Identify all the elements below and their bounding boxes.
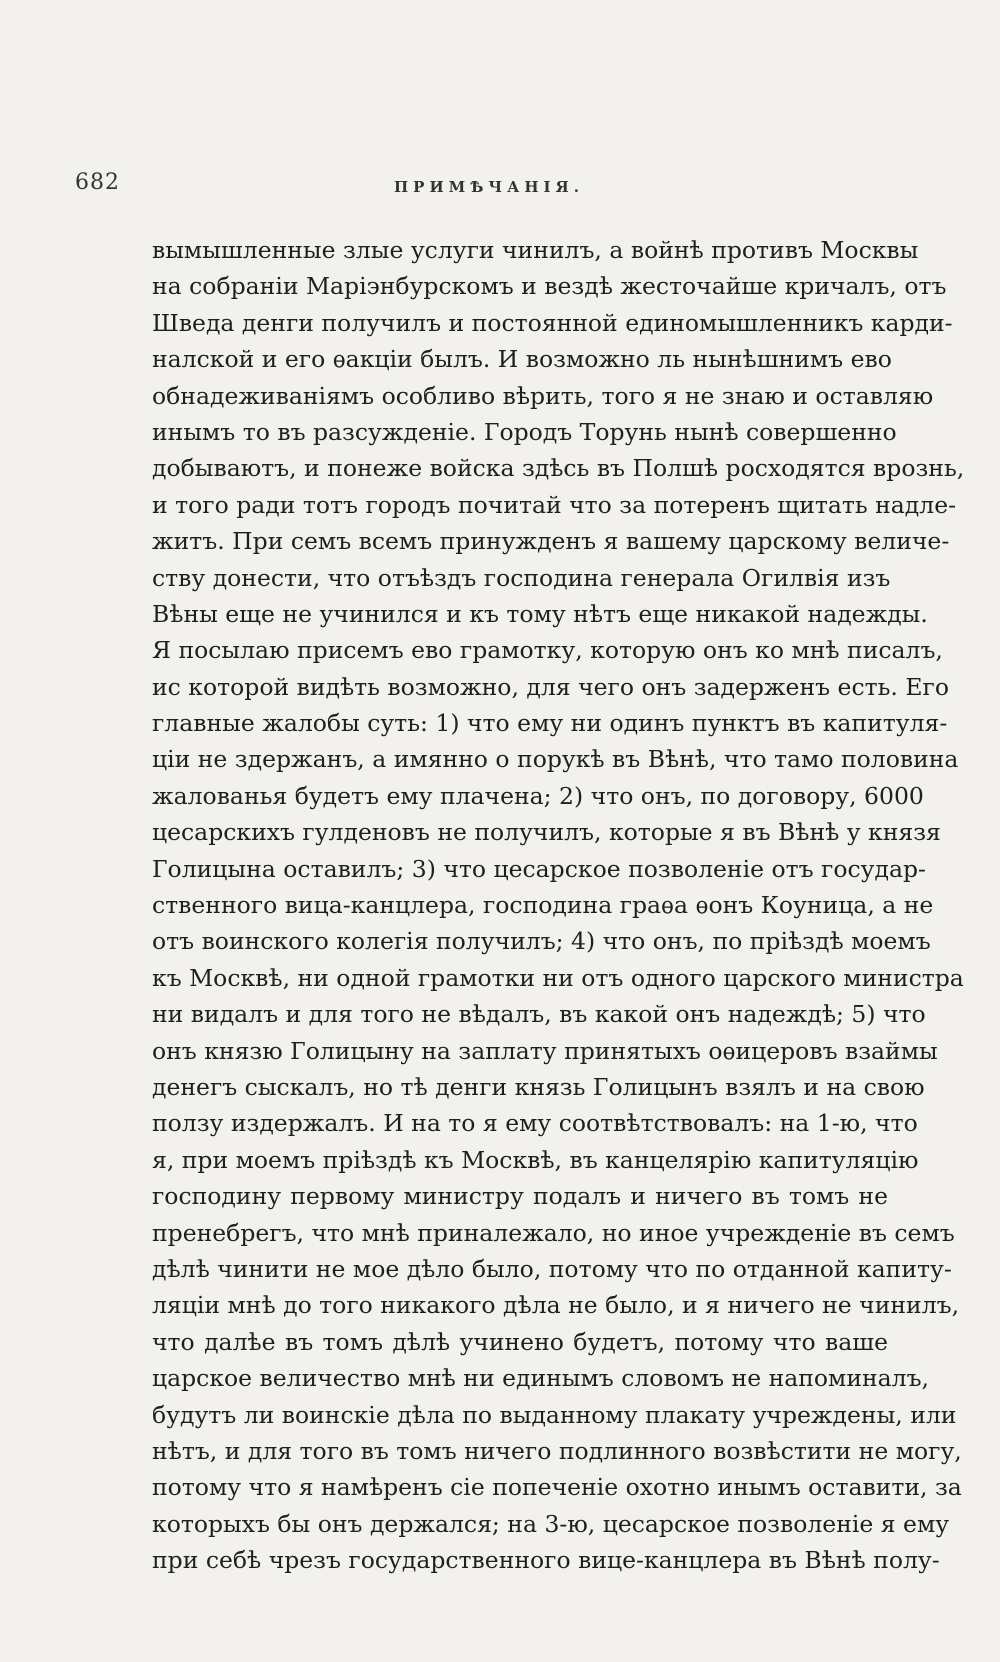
text-line: царское величество мнѣ ни единымъ словомъ не напоминалъ, bbox=[152, 1364, 930, 1393]
text-line: ственного вица-канцлера, господина граѳа ѳонъ Коуница, а не bbox=[152, 891, 934, 920]
text-line: ству донести, что отъѣздъ господина генерала Огилвія изъ bbox=[152, 563, 891, 592]
text-line: нѣтъ, и для того въ томъ ничего подлинного возвѣстити не могу, bbox=[152, 1436, 962, 1465]
text-line: къ Москвѣ, ни одной грамотки ни отъ одного царского министра bbox=[152, 963, 964, 992]
running-title: ПРИМѢЧАНІЯ. bbox=[394, 178, 584, 196]
text-line: Голицына оставилъ; 3) что цесарское позволеніе отъ государ- bbox=[152, 854, 926, 883]
text-line: главные жалобы суть: 1) что ему ни одинъ пунктъ въ капитуля- bbox=[152, 709, 948, 738]
text-line: ползу издержалъ. И на то я ему соотвѣтствовалъ: на 1-ю, что bbox=[152, 1109, 918, 1138]
text-line: господину первому министру подалъ и ничего въ томъ не bbox=[152, 1182, 888, 1211]
text-line: добываютъ, и понеже войска здѣсь въ Полшѣ росходятся врознь, bbox=[152, 454, 965, 483]
text-line: цесарскихъ гулденовъ не получилъ, которые я въ Вѣнѣ у князя bbox=[152, 818, 941, 847]
page-number: 682 bbox=[75, 170, 120, 195]
text-line: денегъ сыскалъ, но тѣ денги князь Голицынъ взялъ и на свою bbox=[152, 1072, 925, 1101]
text-line: отъ воинского колегія получилъ; 4) что онъ, по пріѣздѣ моемъ bbox=[152, 927, 931, 956]
text-line: налской и его ѳакціи былъ. И возможно ль нынѣшнимъ ево bbox=[152, 345, 892, 374]
text-line: потому что я намѣренъ сіе попеченіе охотно инымъ оставити, за bbox=[152, 1473, 962, 1502]
text-line: на собраніи Маріэнбурскомъ и вездѣ жесточайше кричалъ, отъ bbox=[152, 272, 947, 301]
text-line: при себѣ чрезъ государственного вице-канцлера въ Вѣнѣ полу- bbox=[152, 1546, 940, 1575]
text-line: онъ князю Голицыну на заплату принятыхъ оѳицеровъ взаймы bbox=[152, 1036, 938, 1065]
text-line: Я посылаю присемъ ево грамотку, которую онъ ко мнѣ писалъ, bbox=[152, 636, 943, 665]
text-line: инымъ то въ разсужденіе. Городъ Торунь нынѣ совершенно bbox=[152, 417, 897, 446]
text-line: ис которой видѣть возможно, для чего онъ задерженъ есть. Его bbox=[152, 672, 949, 701]
text-line: Шведа денги получилъ и постоянной единомышленникъ карди- bbox=[152, 308, 953, 337]
text-line: ни видалъ и для того не вѣдалъ, въ какой онъ надеждѣ; 5) что bbox=[152, 1000, 926, 1029]
text-line: что далѣе въ томъ дѣлѣ учинено будетъ, потому что ваше bbox=[152, 1327, 888, 1356]
text-line: и того ради тотъ городъ почитай что за потеренъ щитать надле- bbox=[152, 490, 957, 519]
text-line: будутъ ли воинскіе дѣла по выданному плакату учреждены, или bbox=[152, 1400, 957, 1429]
text-line: ляціи мнѣ до того никакого дѣла не было, и я ничего не чинилъ, bbox=[152, 1291, 960, 1320]
text-line: я, при моемъ пріѣздѣ къ Москвѣ, въ канцелярію капитуляцію bbox=[152, 1145, 919, 1174]
text-line: дѣлѣ чинити не мое дѣло было, потому что по отданной капиту- bbox=[152, 1254, 952, 1283]
text-line: которыхъ бы онъ держался; на 3-ю, цесарское позволеніе я ему bbox=[152, 1509, 950, 1538]
text-line: Вѣны еще не учинился и къ тому нѣтъ еще никакой надежды. bbox=[152, 599, 928, 628]
text-line: ціи не здержанъ, а имянно о порукѣ въ Вѣнѣ, что тамо половина bbox=[152, 745, 959, 774]
text-line: житъ. При семъ всемъ принужденъ я вашему царскому величе- bbox=[152, 527, 950, 556]
text-line: обнадеживаніямъ особливо вѣрить, того я не знаю и оставляю bbox=[152, 381, 934, 410]
text-line: пренебрегъ, что мнѣ приналежало, но иное учрежденіе въ семъ bbox=[152, 1218, 955, 1247]
text-line: вымышленные злые услуги чинилъ, а войнѣ противъ Москвы bbox=[152, 236, 919, 264]
body-text bbox=[152, 232, 965, 1578]
text-line: жалованья будетъ ему плачена; 2) что онъ, по договору, 6000 bbox=[152, 781, 924, 810]
